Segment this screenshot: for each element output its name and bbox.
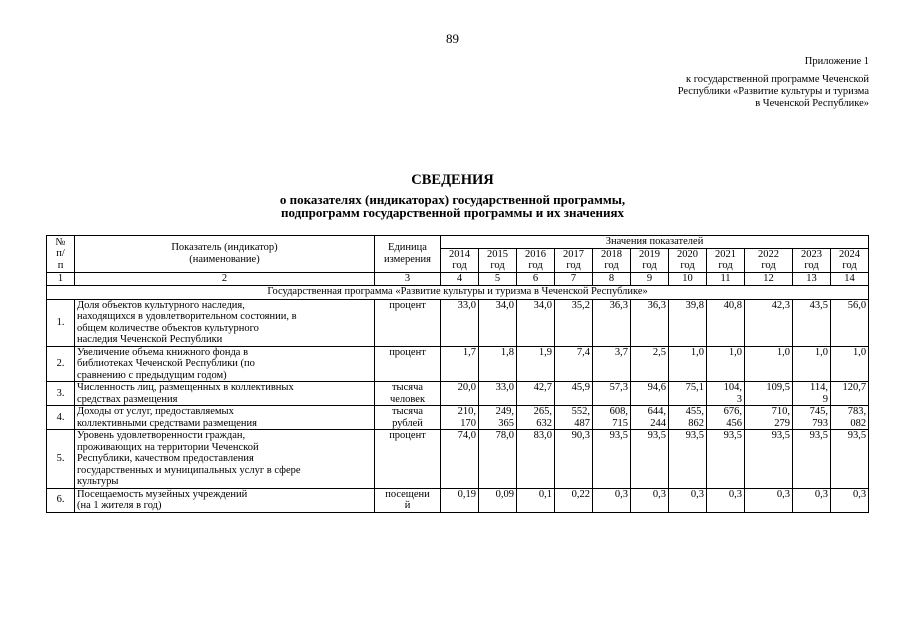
value-cell [441, 299, 479, 346]
value-cell [831, 406, 869, 430]
value-cell [593, 406, 631, 430]
row-number: 2. [47, 346, 75, 382]
column-index: 12 [745, 272, 793, 285]
column-index: 13 [793, 272, 831, 285]
value-line: 1,0 [814, 346, 828, 358]
indicator-line: Доходы от услуг, предоставляемых [77, 406, 234, 417]
year-suffix: год [566, 260, 581, 271]
value-line: 745, [809, 406, 828, 417]
column-index: 7 [555, 272, 593, 285]
header-year [669, 248, 707, 272]
value-line: 78,0 [495, 430, 514, 441]
year-suffix: год [761, 260, 776, 271]
value-line: 104, [723, 382, 742, 393]
value-line: 862 [688, 417, 704, 429]
value-line: 365 [498, 417, 514, 429]
value-cell [793, 299, 831, 346]
header-row [47, 236, 869, 249]
appendix-title: Приложение 1 [804, 56, 869, 67]
value-line: 0,3 [728, 488, 742, 500]
value-line: 0,3 [652, 488, 666, 500]
header-indicator-line: Показатель (индикатор) [171, 242, 278, 254]
value-line: 0,19 [457, 488, 476, 500]
unit-line: процент [389, 430, 426, 441]
row-number: 3. [47, 382, 75, 406]
value-cell [793, 346, 831, 382]
value-cell [555, 299, 593, 346]
value-cell [479, 346, 517, 382]
section-row [47, 285, 869, 299]
value-cell [745, 346, 793, 382]
value-line: 2,5 [652, 346, 666, 358]
header-values: Значения показателей [441, 236, 869, 249]
header-year [831, 248, 869, 272]
header-unit [375, 236, 441, 273]
column-index: 8 [593, 272, 631, 285]
value-cell [707, 406, 745, 430]
indicator-line: средствах размещения [77, 393, 178, 405]
value-line: 244 [650, 417, 666, 429]
value-cell [593, 430, 631, 489]
header-num [47, 236, 75, 273]
value-cell [479, 488, 517, 512]
value-cell [831, 299, 869, 346]
column-index: 1 [47, 272, 75, 285]
value-cell [745, 299, 793, 346]
value-line: 3 [736, 393, 742, 405]
value-cell [669, 382, 707, 406]
column-index: 3 [375, 272, 441, 285]
value-line: 249, [495, 406, 514, 417]
value-cell [517, 346, 555, 382]
value-line: 082 [850, 417, 867, 429]
indicator-line: Республики, качеством предоставления [77, 453, 254, 464]
unit-cell [375, 406, 441, 430]
year-suffix: год [490, 260, 505, 271]
value-line: 36,3 [647, 299, 666, 311]
value-cell [745, 382, 793, 406]
value-line: 7,4 [576, 346, 590, 358]
year-value: 2019 [639, 248, 660, 260]
column-index: 6 [517, 272, 555, 285]
document-subtitle: подпрограмм государственной программы и их значениях [280, 205, 625, 220]
indicator-line: находящихся в удовлетворительном состоянии, в [77, 311, 297, 322]
value-line: 710, [771, 406, 790, 417]
column-index: 10 [669, 272, 707, 285]
indicator-cell [75, 299, 375, 346]
appendix-line: к государственной программе Чеченской [686, 74, 869, 85]
value-line: 33,0 [457, 299, 476, 311]
value-line: 35,2 [571, 299, 590, 311]
value-cell [707, 488, 745, 512]
value-line: 0,1 [538, 488, 552, 500]
page-number: 89 [446, 31, 459, 46]
value-cell [593, 488, 631, 512]
value-line: 608, [609, 406, 628, 417]
value-cell [479, 406, 517, 430]
year-value: 2024 [839, 248, 861, 260]
value-cell [631, 488, 669, 512]
table-row [47, 382, 869, 406]
indicator-line: культуры [77, 476, 119, 487]
year-value: 2022 [758, 248, 779, 260]
document-subtitle: о показателях (индикаторах) государственной программы, [279, 192, 626, 207]
year-suffix: год [452, 260, 467, 271]
year-suffix: год [680, 260, 695, 271]
value-cell [745, 430, 793, 489]
appendix-note [678, 56, 869, 110]
value-cell [745, 488, 793, 512]
value-line: 0,3 [614, 488, 628, 500]
column-index: 14 [831, 272, 869, 285]
value-line: 34,0 [495, 299, 514, 311]
indicator-cell [75, 346, 375, 382]
indicator-line: наследия Чеченской Республики [77, 334, 223, 345]
value-cell [707, 382, 745, 406]
year-suffix: год [842, 260, 857, 271]
value-line: 0,09 [495, 488, 514, 500]
header-indicator [75, 236, 375, 273]
value-cell [555, 488, 593, 512]
unit-line: посещени [385, 488, 430, 500]
value-cell [517, 406, 555, 430]
value-line: 210, [457, 406, 476, 417]
value-line: 1,9 [538, 346, 552, 358]
value-line: 93,5 [723, 430, 742, 441]
indicator-line: сравнению с предыдущим годом) [77, 369, 227, 381]
value-cell [631, 406, 669, 430]
value-cell [631, 299, 669, 346]
value-cell [555, 430, 593, 489]
value-line: 0,3 [776, 488, 790, 500]
year-suffix: год [642, 260, 657, 271]
value-line: 74,0 [457, 430, 476, 441]
value-cell [793, 430, 831, 489]
table-row [47, 488, 869, 512]
value-line: 43,5 [809, 299, 828, 311]
indicator-cell [75, 406, 375, 430]
unit-line: процент [389, 299, 426, 311]
value-line: 487 [574, 417, 590, 429]
value-line: 793 [812, 417, 828, 429]
value-line: 170 [460, 417, 476, 429]
value-line: 0,3 [852, 488, 867, 500]
unit-line: человек [389, 393, 426, 405]
indicator-cell [75, 430, 375, 489]
document-header [0, 172, 905, 219]
table-body [47, 236, 869, 513]
indicator-line: (на 1 жителя в год) [77, 500, 162, 511]
row-number: 1. [47, 299, 75, 346]
value-line: 9 [822, 393, 828, 405]
column-index: 9 [631, 272, 669, 285]
indicator-cell [75, 488, 375, 512]
document-title: СВЕДЕНИЯ [411, 172, 494, 188]
year-value: 2023 [801, 248, 822, 260]
header-year [707, 248, 745, 272]
value-line: 36,3 [609, 299, 628, 311]
year-value: 2014 [449, 248, 470, 260]
table-row [47, 299, 869, 346]
value-cell [479, 430, 517, 489]
unit-cell [375, 430, 441, 489]
appendix-line: в Чеченской Республике» [755, 98, 869, 109]
header-num-line: п/ [56, 248, 65, 259]
value-cell [441, 346, 479, 382]
header-year [793, 248, 831, 272]
value-line: 94,6 [647, 382, 666, 393]
value-line: 1,0 [728, 346, 742, 358]
value-cell [517, 430, 555, 489]
value-cell [555, 406, 593, 430]
indicator-line: Увеличение объема книжного фонда в [77, 346, 249, 358]
appendix-line: Республики «Развитие культуры и туризма [677, 86, 869, 97]
column-index: 4 [441, 272, 479, 285]
value-line: 1,0 [776, 346, 790, 358]
indicator-line: Посещаемость музейных учреждений [77, 488, 248, 500]
value-cell [669, 430, 707, 489]
unit-cell [375, 382, 441, 406]
value-line: 93,5 [609, 430, 628, 441]
value-line: 0,3 [814, 488, 828, 500]
value-line: 45,9 [571, 382, 590, 393]
value-line: 644, [647, 406, 666, 417]
column-index-row [47, 272, 869, 285]
value-cell [669, 488, 707, 512]
header-year [745, 248, 793, 272]
value-cell [555, 382, 593, 406]
value-line: 0,22 [571, 488, 590, 500]
indicator-line: коллективными средствами размещения [77, 417, 257, 429]
value-cell [441, 406, 479, 430]
value-cell [793, 488, 831, 512]
table-row [47, 406, 869, 430]
year-suffix: год [804, 260, 819, 271]
year-suffix: год [528, 260, 543, 271]
table-row [47, 346, 869, 382]
value-line: 83,0 [533, 430, 552, 441]
value-line: 34,0 [533, 299, 552, 311]
year-value: 2016 [525, 248, 546, 260]
column-index: 5 [479, 272, 517, 285]
value-line: 20,0 [457, 382, 476, 393]
header-year [441, 248, 479, 272]
value-cell [793, 406, 831, 430]
value-line: 75,1 [685, 382, 704, 393]
year-suffix: год [718, 260, 733, 271]
value-line: 632 [536, 417, 552, 429]
year-value: 2015 [487, 248, 508, 260]
value-line: 715 [612, 417, 628, 429]
value-line: 455, [685, 406, 704, 417]
value-line: 40,8 [723, 299, 742, 311]
value-line: 42,7 [533, 382, 552, 393]
value-line: 676, [723, 406, 742, 417]
indicator-cell [75, 382, 375, 406]
header-year [479, 248, 517, 272]
value-cell [441, 382, 479, 406]
value-line: 57,3 [609, 382, 628, 393]
column-index: 11 [707, 272, 745, 285]
indicator-line: библиотеках Чеченской Республики (по [77, 358, 255, 369]
header-year [631, 248, 669, 272]
year-value: 2021 [715, 248, 736, 260]
value-line: 0,3 [690, 488, 704, 500]
unit-line: й [404, 500, 411, 511]
value-line: 93,5 [809, 430, 828, 441]
value-line: 39,8 [685, 299, 704, 311]
value-line: 114, [810, 382, 828, 393]
value-cell [831, 430, 869, 489]
header-num-line: № [55, 236, 66, 248]
value-line: 456 [726, 417, 742, 429]
header-year [555, 248, 593, 272]
unit-cell [375, 488, 441, 512]
value-line: 279 [774, 417, 790, 429]
row-number: 5. [47, 430, 75, 489]
indicator-line: государственных и муниципальных услуг в сфере [77, 464, 301, 476]
value-cell [441, 488, 479, 512]
value-line: 265, [533, 406, 552, 417]
value-cell [831, 488, 869, 512]
year-suffix: год [604, 260, 619, 271]
value-line: 1,8 [500, 346, 514, 358]
value-cell [555, 346, 593, 382]
value-cell [593, 346, 631, 382]
value-line: 1,0 [852, 346, 867, 358]
value-line: 90,3 [571, 430, 590, 441]
value-cell [669, 346, 707, 382]
value-line: 56,0 [847, 299, 867, 311]
value-line: 109,5 [766, 382, 790, 393]
value-cell [479, 382, 517, 406]
value-line: 1,0 [690, 346, 704, 358]
value-cell [517, 488, 555, 512]
value-line: 552, [571, 406, 590, 417]
header-unit-line: Единица [388, 242, 427, 254]
value-cell [707, 346, 745, 382]
unit-cell [375, 346, 441, 382]
row-number: 6. [47, 488, 75, 512]
table-row [47, 430, 869, 489]
year-value: 2020 [677, 248, 698, 260]
value-line: 1,7 [462, 346, 476, 358]
header-unit-line: измерения [384, 253, 431, 265]
value-line: 93,5 [685, 430, 704, 441]
header-year [517, 248, 555, 272]
unit-line: процент [389, 346, 426, 358]
value-cell [441, 430, 479, 489]
unit-line: тысяча [391, 406, 424, 417]
section-title: Государственная программа «Развитие культуры и туризма в Чеченской Республике» [47, 285, 869, 299]
unit-line: рублей [392, 417, 423, 429]
value-line: 783, [847, 406, 867, 417]
value-cell [831, 346, 869, 382]
value-cell [707, 430, 745, 489]
value-cell [669, 406, 707, 430]
value-line: 3,7 [614, 346, 628, 358]
indicator-line: Уровень удовлетворенности граждан, [77, 430, 246, 441]
header-num-line: п [57, 259, 64, 271]
value-line: 33,0 [495, 382, 514, 393]
value-cell [631, 430, 669, 489]
value-line: 120,7 [842, 382, 867, 393]
value-cell [517, 382, 555, 406]
indicators-table [46, 235, 869, 513]
header-year [593, 248, 631, 272]
value-cell [831, 382, 869, 406]
value-line: 93,5 [771, 430, 790, 441]
value-cell [745, 406, 793, 430]
value-cell [593, 382, 631, 406]
value-cell [593, 299, 631, 346]
value-line: 93,5 [647, 430, 666, 441]
unit-line: тысяча [391, 382, 424, 393]
column-index: 2 [75, 272, 375, 285]
value-cell [517, 299, 555, 346]
value-cell [793, 382, 831, 406]
value-cell [631, 382, 669, 406]
value-cell [707, 299, 745, 346]
unit-cell [375, 299, 441, 346]
value-cell [631, 346, 669, 382]
value-line: 42,3 [771, 299, 790, 311]
header-indicator-line: (наименование) [189, 253, 260, 265]
indicator-line: проживающих на территории Чеченской [77, 441, 259, 453]
row-number: 4. [47, 406, 75, 430]
year-value: 2017 [563, 248, 584, 260]
value-cell [479, 299, 517, 346]
year-value: 2018 [601, 248, 622, 260]
value-line: 93,5 [847, 430, 867, 441]
indicator-line: общем количестве объектов культурного [77, 322, 259, 334]
indicator-line: Доля объектов культурного наследия, [77, 299, 245, 311]
indicator-line: Численность лиц, размещенных в коллективных [77, 382, 294, 393]
value-cell [669, 299, 707, 346]
